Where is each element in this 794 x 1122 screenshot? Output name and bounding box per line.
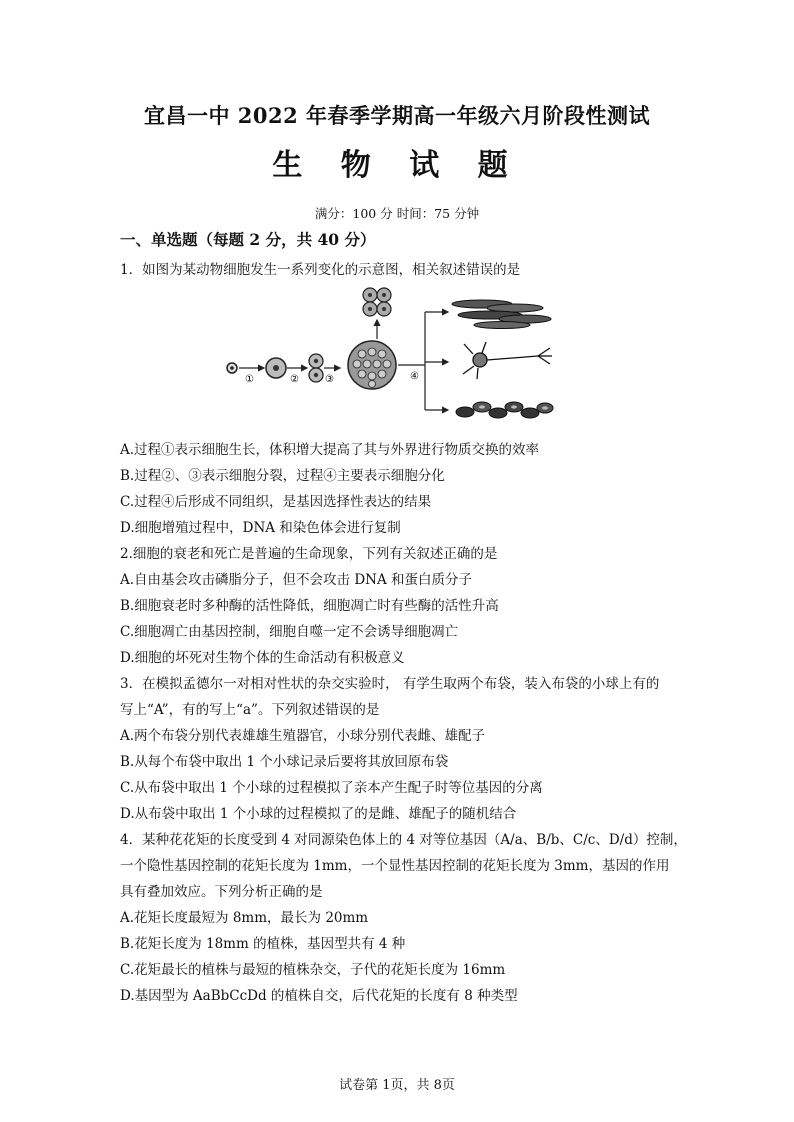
q2-option-b: B.细胞衰老时多种酶的活性降低，细胞凋亡时有些酶的活性升高: [120, 598, 499, 614]
q1-option-d: D.细胞增殖过程中，DNA 和染色体会进行复制: [120, 520, 401, 536]
q2-option-d: D.细胞的坏死对生物个体的生命活动有积极意义: [120, 650, 405, 666]
label-3: ③: [325, 374, 334, 385]
muscle-cells-icon: [452, 300, 551, 329]
q3-option-c: C.从布袋中取出 1 个小球的过程模拟了亲本产生配子时等位基因的分离: [120, 780, 543, 796]
exam-meta: 满分：100 分 时间：75 分钟: [314, 206, 480, 221]
page-footer: 试卷第 1页，共 8页: [339, 1078, 455, 1093]
label-1: ①: [245, 374, 254, 385]
q4-option-c: C.花矩最长的植株与最短的植株杂交，子代的花矩长度为 16mm: [120, 962, 506, 978]
q3-stem-line1: 3．在模拟孟德尔一对相对性状的杂交实验时， 有学生取两个布袋，装入布袋的小球上有的: [120, 676, 660, 692]
q1-stem: 1．如图为某动物细胞发生一系列变化的示意图，相关叙述错误的是: [120, 262, 521, 278]
neuron-icon: [463, 342, 552, 379]
four-cells-icon: [363, 288, 391, 316]
cell-change-diagram: [220, 282, 560, 432]
q1-option-c: C.过程④后形成不同组织，是基因选择性表达的结果: [120, 494, 432, 510]
zygote-cell-icon: [227, 363, 237, 373]
q2-stem: 2.细胞的衰老和死亡是普遍的生命现象，下列有关叙述正确的是: [120, 546, 498, 562]
q2-option-c: C.细胞凋亡由基因控制，细胞自噬一定不会诱导细胞凋亡: [120, 624, 459, 640]
dividing-cells-icon: [309, 354, 323, 382]
exam-subject-title: 生 物 试 题: [272, 148, 522, 183]
section-heading: 一、单选题（每题 2 分，共 40 分）: [120, 230, 376, 249]
q2-option-a: A.自由基会攻击磷脂分子，但不会攻击 DNA 和蛋白质分子: [120, 572, 473, 588]
q3-stem-line2: 写上“A”，有的写上“a”。下列叙述错误的是: [120, 702, 380, 718]
q4-stem-line2: 一个隐性基因控制的花矩长度为 1mm，一个显性基因控制的花矩长度为 3mm，基因的作用: [120, 858, 670, 874]
q4-stem-line3: 具有叠加效应。下列分析正确的是: [120, 884, 323, 900]
q4-option-a: A.花矩长度最短为 8mm，最长为 20mm: [120, 910, 369, 926]
q4-stem-line1: 4．某种花花矩的长度受到 4 对同源染色体上的 4 对等位基因（A/a、B/b、C/c、D/d）控制，: [120, 832, 687, 848]
exam-title: 宜昌一中 2022 年春季学期高一年级六月阶段性测试: [143, 103, 651, 128]
q3-option-b: B.从每个布袋中取出 1 个小球记录后要将其放回原布袋: [120, 754, 449, 770]
blood-cells-icon: [456, 402, 553, 418]
q1-option-b: B.过程②、③表示细胞分裂，过程④主要表示细胞分化: [120, 468, 445, 484]
q3-option-d: D.从布袋中取出 1 个小球的过程模拟了的是雌、雄配子的随机结合: [120, 806, 517, 822]
label-4: ④: [410, 371, 419, 382]
label-2: ②: [290, 374, 299, 385]
q4-option-b: B.花矩长度为 18mm 的植株，基因型共有 4 种: [120, 936, 406, 952]
q4-option-d: D.基因型为 AaBbCcDd 的植株自交，后代花矩的长度有 8 种类型: [120, 988, 518, 1004]
cell-cluster-icon: [348, 341, 396, 389]
q1-option-a: A.过程①表示细胞生长，体积增大提高了其与外界进行物质交换的效率: [120, 442, 540, 458]
q3-option-a: A.两个布袋分别代表雄雄生殖器官，小球分别代表雌、雄配子: [120, 728, 486, 744]
grown-cell-icon: [266, 358, 286, 378]
